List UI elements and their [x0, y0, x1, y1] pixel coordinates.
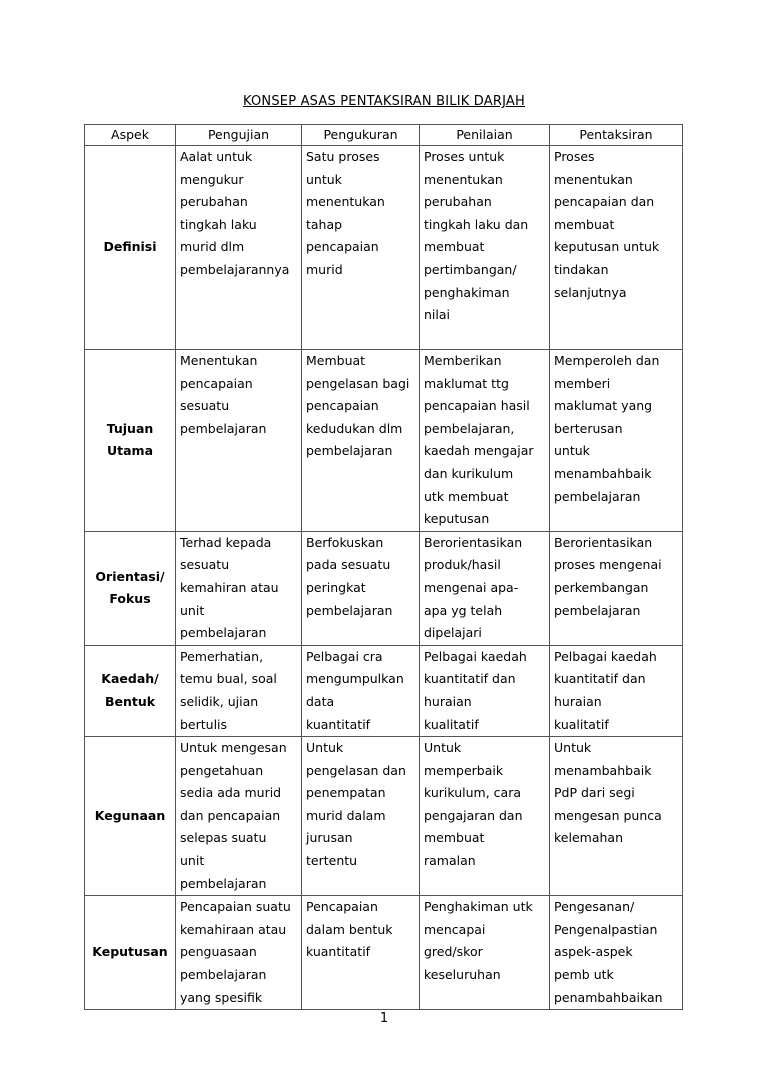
table-cell: Memberikan maklumat ttg pencapaian hasil pembelajaran, kaedah mengajar dan kurikulum utk membuat keputusan: [420, 350, 550, 532]
row-aspek: Kegunaan: [85, 737, 176, 896]
header-pengujian: Pengujian: [176, 125, 302, 146]
table-cell: Untuk pengelasan dan penempatan murid dalam jurusan tertentu: [302, 737, 420, 896]
table-cell: Penghakiman utk mencapai gred/skor keseluruhan: [420, 896, 550, 1010]
table-cell: Proses untuk menentukan perubahan tingkah laku dan membuat pertimbangan/ penghakiman nilai: [420, 146, 550, 350]
table-cell: Pencapaian dalam bentuk kuantitatif: [302, 896, 420, 1010]
table-cell: Aalat untuk mengukur perubahan tingkah laku murid dlm pembelajarannya: [176, 146, 302, 350]
table-cell: Untuk mengesan pengetahuan sedia ada murid dan pencapaian selepas suatu unit pembelajaran: [176, 737, 302, 896]
row-aspek: Orientasi/ Fokus: [85, 531, 176, 645]
table-row-tujuan-utama: [85, 350, 683, 532]
table-cell: Pelbagai kaedah kuantitatif dan huraian kualitatif: [550, 645, 683, 736]
table-cell: Pengesanan/ Pengenalpastian aspek-aspek pemb utk penambahbaikan: [550, 896, 683, 1010]
table-row-keputusan: [85, 896, 683, 1010]
table-cell: Terhad kepada sesuatu kemahiran atau unit pembelajaran: [176, 531, 302, 645]
header-pengukuran: Pengukuran: [302, 125, 420, 146]
table-row-kegunaan: [85, 737, 683, 896]
table-cell: Berorientasikan proses mengenai perkembangan pembelajaran: [550, 531, 683, 645]
table-cell: Menentukan pencapaian sesuatu pembelajaran: [176, 350, 302, 532]
page-number: 1: [379, 1011, 389, 1026]
row-aspek: Tujuan Utama: [85, 350, 176, 532]
row-aspek: Definisi: [85, 146, 176, 350]
concept-table: [84, 124, 683, 1010]
table-cell: Memperoleh dan memberi maklumat yang berterusan untuk menambahbaik pembelajaran: [550, 350, 683, 532]
row-aspek: Keputusan: [85, 896, 176, 1010]
table-cell: Untuk menambahbaik PdP dari segi mengesan punca kelemahan: [550, 737, 683, 896]
table-cell: Pelbagai kaedah kuantitatif dan huraian kualitatif: [420, 645, 550, 736]
page-title: KONSEP ASAS PENTAKSIRAN BILIK DARJAH: [242, 94, 525, 109]
table-row-definisi: [85, 146, 683, 350]
header-penilaian: Penilaian: [420, 125, 550, 146]
table-cell: Untuk memperbaik kurikulum, cara pengajaran dan membuat ramalan: [420, 737, 550, 896]
header-aspek: Aspek: [85, 125, 176, 146]
header-pentaksiran: Pentaksiran: [550, 125, 683, 146]
row-aspek: Kaedah/ Bentuk: [85, 645, 176, 736]
table-cell: Membuat pengelasan bagi pencapaian kedudukan dlm pembelajaran: [302, 350, 420, 532]
table-cell: Pencapaian suatu kemahiraan atau penguasaan pembelajaran yang spesifik: [176, 896, 302, 1010]
table-cell: Berorientasikan produk/hasil mengenai apa- apa yg telah dipelajari: [420, 531, 550, 645]
table-cell: Berfokuskan pada sesuatu peringkat pembelajaran: [302, 531, 420, 645]
table-cell: Satu proses untuk menentukan tahap pencapaian murid: [302, 146, 420, 350]
table-cell: Pelbagai cra mengumpulkan data kuantitatif: [302, 645, 420, 736]
table-cell: Proses menentukan pencapaian dan membuat keputusan untuk tindakan selanjutnya: [550, 146, 683, 350]
table-row-orientasi-fokus: [85, 531, 683, 645]
table-row-kaedah-bentuk: [85, 645, 683, 736]
table-header-row: [85, 125, 683, 146]
table-cell: Pemerhatian, temu bual, soal selidik, ujian bertulis: [176, 645, 302, 736]
